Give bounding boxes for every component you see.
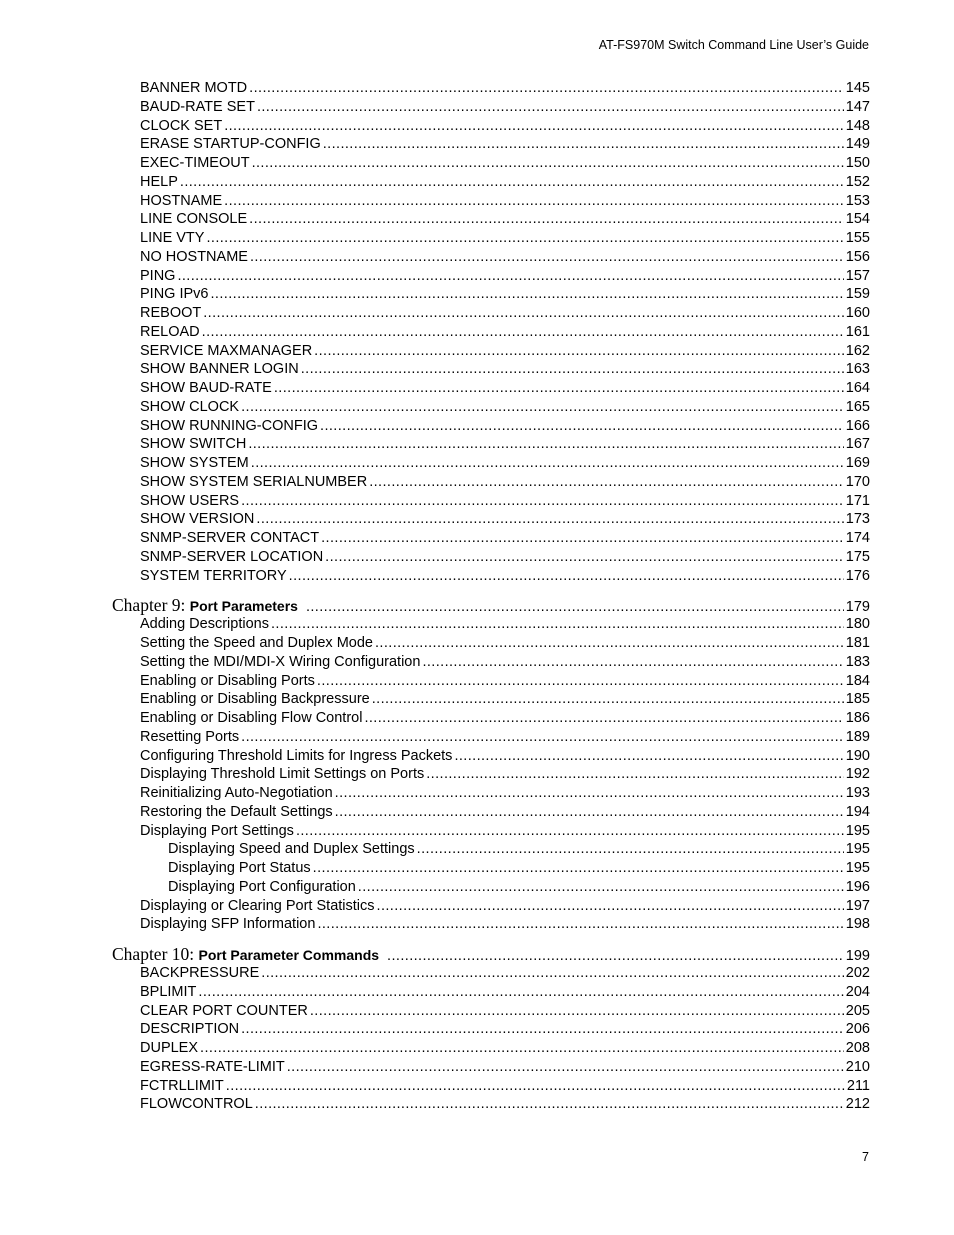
toc-entry-title: Restoring the Default Settings	[140, 803, 333, 820]
dot-leader	[377, 897, 844, 916]
toc-entry-title: SHOW BANNER LOGIN	[140, 361, 299, 378]
toc-page-number: 174	[845, 530, 870, 546]
toc-entry[interactable]	[112, 98, 870, 117]
toc-entry[interactable]	[112, 1058, 870, 1077]
toc-page-number: 152	[845, 173, 870, 190]
toc-page-number: 175	[845, 548, 870, 565]
toc-entry[interactable]	[112, 210, 870, 229]
toc-page-number: 195	[845, 860, 870, 876]
toc-page-number: 194	[845, 803, 870, 820]
dot-leader	[256, 510, 843, 529]
toc-entry-title: SNMP-SERVER LOCATION	[140, 548, 324, 565]
dot-leader	[314, 342, 844, 361]
toc-entry[interactable]	[112, 1020, 870, 1039]
toc-subentry[interactable]	[112, 859, 870, 878]
toc-entry-title: Setting the MDI/MDI-X Wiring Configuration	[140, 653, 421, 670]
chapter-name: Port Parameters	[189, 598, 298, 615]
dot-leader	[306, 597, 844, 617]
toc-page-number: 179	[845, 599, 870, 616]
toc-entry-title: DESCRIPTION	[140, 1021, 240, 1038]
toc-page-number: 208	[845, 1040, 870, 1056]
toc-page-number: 161	[845, 323, 870, 340]
toc-entry[interactable]	[112, 964, 870, 983]
dot-leader	[261, 964, 844, 983]
toc-page-number: 154	[845, 211, 870, 228]
toc-page-number: 147	[845, 98, 870, 115]
toc-entry[interactable]	[112, 135, 870, 154]
toc-entry-title: Setting the Speed and Duplex Mode	[140, 635, 373, 651]
toc-page-number: 183	[845, 653, 870, 670]
toc-page-number: 165	[845, 398, 870, 415]
toc-page-number: 189	[845, 728, 870, 745]
dot-leader	[249, 79, 844, 98]
toc-entry[interactable]	[112, 154, 870, 173]
toc-page-number: 155	[845, 230, 870, 246]
dot-leader	[320, 417, 844, 436]
dot-leader	[206, 229, 843, 248]
toc-entry[interactable]	[112, 1039, 870, 1058]
toc-entry-title: FLOWCONTROL	[140, 1096, 253, 1113]
toc-entry[interactable]	[112, 398, 870, 417]
toc-entry-title: LINE VTY	[140, 230, 205, 246]
dot-leader	[369, 473, 844, 492]
toc-entry[interactable]	[112, 765, 870, 784]
toc-entry[interactable]	[112, 248, 870, 267]
toc-entry-title: ERASE STARTUP-CONFIG	[140, 136, 321, 153]
dot-leader	[226, 1077, 845, 1096]
toc-entry[interactable]	[112, 173, 870, 192]
toc-entry-title: BPLIMIT	[140, 983, 197, 1000]
toc-entry[interactable]	[112, 417, 870, 436]
dot-leader	[301, 360, 844, 379]
toc-entry[interactable]	[112, 435, 870, 454]
toc-page-number: 159	[845, 286, 870, 303]
toc-entry[interactable]	[112, 634, 870, 653]
dot-leader	[200, 1039, 844, 1058]
dot-leader	[198, 983, 843, 1002]
toc-entry-title: SHOW CLOCK	[140, 398, 240, 415]
toc-page-number: 190	[845, 747, 870, 764]
toc-entry[interactable]	[112, 803, 870, 822]
toc-entry-title: LINE CONSOLE	[140, 211, 248, 228]
toc-entry-title: Displaying Port Configuration	[168, 878, 356, 895]
toc-entry[interactable]	[112, 360, 870, 379]
toc-entry-title: Displaying Port Status	[168, 860, 311, 876]
toc-page-number: 156	[845, 248, 870, 265]
toc-page-number: 197	[845, 897, 870, 914]
dot-leader	[321, 529, 844, 548]
toc-entry[interactable]	[112, 304, 870, 323]
toc-entry[interactable]	[112, 323, 870, 342]
toc-subentry[interactable]	[112, 878, 870, 897]
dot-leader	[252, 154, 844, 173]
toc-entry-title: DUPLEX	[140, 1040, 199, 1056]
toc-page-number: 198	[845, 916, 870, 933]
toc-entry[interactable]	[112, 915, 870, 934]
toc-entry-title: HOSTNAME	[140, 192, 223, 209]
toc-entry[interactable]	[112, 1077, 870, 1096]
dot-leader	[274, 379, 844, 398]
toc-page-number: 196	[845, 878, 870, 895]
toc-page-number: 184	[845, 672, 870, 689]
toc-page-number: 169	[845, 455, 870, 471]
toc-entry[interactable]	[112, 510, 870, 529]
toc-page-number: 195	[845, 841, 870, 858]
toc-page-number: 166	[845, 417, 870, 434]
dot-leader	[317, 915, 843, 934]
toc-entry-title: SYSTEM TERRITORY	[140, 567, 287, 584]
dot-leader	[358, 878, 844, 897]
toc-entry[interactable]	[112, 548, 870, 567]
toc-page-number: 171	[845, 492, 870, 509]
toc-entry[interactable]	[112, 1095, 870, 1114]
toc-page-number: 193	[845, 785, 870, 801]
toc-entry-title: PING	[140, 267, 176, 284]
toc-page-number: 149	[845, 136, 870, 153]
dot-leader	[417, 840, 844, 859]
toc-entry-title: SHOW SYSTEM	[140, 455, 249, 471]
toc-entry-title: Resetting Ports	[140, 728, 240, 745]
toc-chapter-heading[interactable]	[112, 595, 870, 615]
toc-entry-title: Displaying or Clearing Port Statistics	[140, 897, 375, 914]
toc-entry-title: PING IPv6	[140, 286, 209, 303]
toc-page-number: 150	[845, 155, 870, 171]
dot-leader	[335, 803, 844, 822]
chapter-name: Port Parameter Commands	[198, 947, 380, 963]
toc-entry-title: SHOW VERSION	[140, 511, 255, 528]
toc-entry[interactable]	[112, 492, 870, 511]
chapter-title	[112, 595, 298, 617]
running-header: AT-FS970M Switch Command Line User’s Guide	[598, 38, 869, 52]
toc-chapter-heading[interactable]	[112, 944, 870, 964]
dot-leader	[211, 285, 844, 304]
toc-page-number: 160	[845, 305, 870, 321]
toc-page-number: 186	[845, 710, 870, 726]
dot-leader	[224, 117, 844, 136]
toc-page-number: 212	[845, 1096, 870, 1113]
dot-leader	[202, 323, 844, 342]
toc-entry[interactable]	[112, 117, 870, 136]
table-of-contents	[112, 79, 870, 1114]
dot-leader	[249, 210, 844, 229]
dot-leader	[454, 747, 843, 766]
toc-entry-title: SHOW SWITCH	[140, 436, 247, 453]
toc-entry[interactable]	[112, 267, 870, 286]
toc-entry-title: FCTRLLIMIT	[140, 1077, 224, 1094]
toc-entry-title: SHOW USERS	[140, 492, 240, 509]
toc-entry-title: SHOW RUNNING-CONFIG	[140, 417, 319, 434]
dot-leader	[241, 492, 844, 511]
chapter-number: Chapter 9	[112, 595, 181, 616]
toc-entry-title: Enabling or Disabling Backpressure	[140, 691, 370, 708]
toc-entry-title: Enabling or Disabling Ports	[140, 672, 315, 689]
dot-leader	[224, 192, 844, 211]
toc-page-number: 181	[845, 635, 870, 651]
toc-entry-title: CLOCK SET	[140, 117, 223, 134]
dot-leader	[325, 548, 844, 567]
dot-leader	[248, 435, 843, 454]
toc-entry-title: SERVICE MAXMANAGER	[140, 342, 313, 359]
toc-entry[interactable]	[112, 567, 870, 586]
toc-page-number: 164	[845, 380, 870, 396]
toc-page-number: 206	[845, 1021, 870, 1038]
toc-entry-title: SHOW BAUD-RATE	[140, 380, 272, 396]
toc-entry-title: Reinitializing Auto-Negotiation	[140, 785, 333, 801]
toc-page-number: 153	[845, 192, 870, 209]
toc-entry-title: EXEC-TIMEOUT	[140, 155, 250, 171]
toc-page-number: 157	[845, 267, 870, 284]
chapter-title	[112, 944, 379, 966]
dot-leader	[241, 1020, 844, 1039]
toc-entry-title: Enabling or Disabling Flow Control	[140, 710, 363, 726]
toc-page-number: 185	[845, 691, 870, 708]
dot-leader	[323, 135, 844, 154]
toc-entry[interactable]	[112, 690, 870, 709]
toc-page-number: 211	[846, 1077, 870, 1094]
toc-page-number: 145	[845, 80, 870, 96]
dot-leader	[296, 822, 844, 841]
toc-entry-title: BAUD-RATE SET	[140, 98, 255, 115]
dot-leader	[203, 304, 844, 323]
dot-leader	[255, 1095, 844, 1114]
dot-leader	[289, 567, 844, 586]
toc-page-number: 180	[845, 616, 870, 633]
dot-leader	[313, 859, 844, 878]
toc-entry[interactable]	[112, 285, 870, 304]
toc-entry-title: REBOOT	[140, 305, 202, 321]
toc-entry[interactable]	[112, 897, 870, 916]
toc-page-number: 204	[845, 983, 870, 1000]
dot-leader	[241, 728, 844, 747]
toc-entry-title: RELOAD	[140, 323, 200, 340]
dot-leader	[426, 765, 844, 784]
toc-page-number: 202	[845, 965, 870, 981]
toc-entry[interactable]	[112, 615, 870, 634]
dot-leader	[310, 1002, 844, 1021]
toc-page-number: 163	[845, 361, 870, 378]
toc-entry[interactable]	[112, 983, 870, 1002]
toc-page-number: 167	[845, 436, 870, 453]
toc-entry-title: Adding Descriptions	[140, 616, 269, 633]
chapter-number: Chapter 10	[112, 944, 190, 964]
dot-leader	[250, 248, 844, 267]
toc-entry-title: Displaying SFP Information	[140, 916, 316, 933]
toc-page-number: 192	[845, 766, 870, 783]
toc-entry-title: BACKPRESSURE	[140, 965, 260, 981]
dot-leader	[372, 690, 844, 709]
toc-entry[interactable]	[112, 192, 870, 211]
toc-entry[interactable]	[112, 342, 870, 361]
dot-leader	[387, 946, 844, 966]
toc-entry[interactable]	[112, 529, 870, 548]
toc-entry[interactable]	[112, 473, 870, 492]
toc-entry-title: BANNER MOTD	[140, 80, 248, 96]
dot-leader	[257, 98, 844, 117]
toc-page-number: 148	[845, 117, 870, 134]
dot-leader	[317, 672, 844, 691]
toc-page-number: 210	[845, 1058, 870, 1075]
toc-entry-title: Displaying Speed and Duplex Settings	[168, 841, 415, 858]
toc-page-number: 176	[845, 567, 870, 584]
toc-page-number: 199	[845, 948, 870, 964]
toc-entry-title: Displaying Threshold Limit Settings on Ports	[140, 766, 425, 783]
dot-leader	[422, 653, 843, 672]
toc-entry-title: EGRESS-RATE-LIMIT	[140, 1058, 285, 1075]
chapter-separator: :	[180, 595, 190, 616]
toc-entry[interactable]	[112, 747, 870, 766]
dot-leader	[251, 454, 844, 473]
toc-entry[interactable]	[112, 709, 870, 728]
dot-leader	[177, 267, 843, 286]
toc-entry-title: SNMP-SERVER CONTACT	[140, 530, 320, 546]
dot-leader	[335, 784, 844, 803]
toc-entry[interactable]	[112, 784, 870, 803]
toc-entry[interactable]	[112, 728, 870, 747]
dot-leader	[287, 1058, 844, 1077]
toc-entry[interactable]	[112, 1002, 870, 1021]
toc-entry-title: Displaying Port Settings	[140, 822, 294, 839]
toc-page-number: 162	[845, 342, 870, 359]
toc-entry-title: CLEAR PORT COUNTER	[140, 1002, 308, 1019]
toc-entry[interactable]	[112, 454, 870, 473]
toc-entry-title: SHOW SYSTEM SERIALNUMBER	[140, 473, 368, 490]
toc-entry-title: Configuring Threshold Limits for Ingress Packets	[140, 747, 453, 764]
toc-page-number: 205	[845, 1002, 870, 1019]
toc-entry[interactable]	[112, 379, 870, 398]
toc-entry[interactable]	[112, 229, 870, 248]
toc-page-number: 170	[845, 473, 870, 490]
toc-entry[interactable]	[112, 653, 870, 672]
toc-entry-title: NO HOSTNAME	[140, 248, 248, 265]
dot-leader	[180, 173, 844, 192]
toc-entry-title: HELP	[140, 173, 178, 190]
toc-page-number: 173	[845, 511, 870, 528]
dot-leader	[241, 398, 844, 417]
toc-subentry[interactable]	[112, 840, 870, 859]
dot-leader	[271, 615, 844, 634]
page-number: 7	[862, 1150, 869, 1164]
toc-page-number: 195	[845, 822, 870, 839]
toc-entry[interactable]	[112, 79, 870, 98]
toc-entry[interactable]	[112, 672, 870, 691]
chapter-separator: :	[189, 944, 199, 964]
toc-entry[interactable]	[112, 822, 870, 841]
dot-leader	[364, 709, 843, 728]
dot-leader	[375, 634, 844, 653]
